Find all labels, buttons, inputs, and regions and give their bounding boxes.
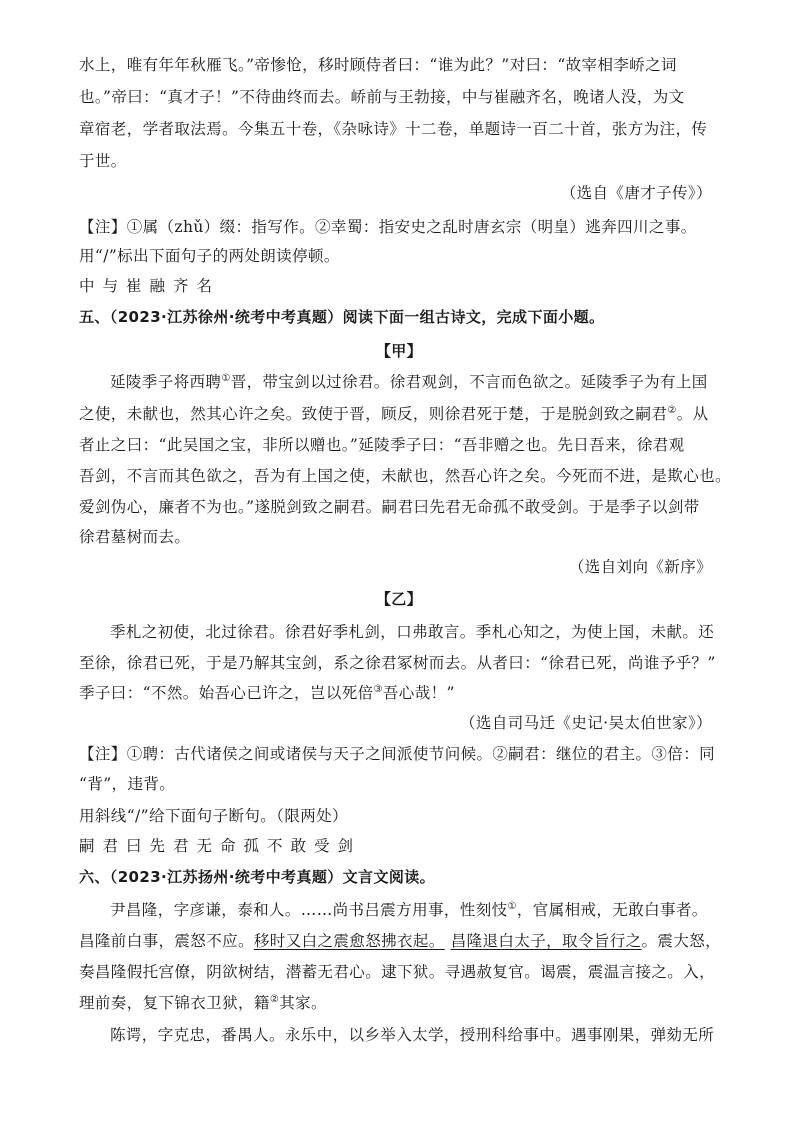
footnote-marker: ③ — [373, 683, 383, 695]
passage-title-jia: 【甲】 — [375, 342, 423, 360]
passage-line: 尹昌隆，字彦谦，泰和人。……尚书吕震方用事，性刻忮①，官属相戒，无敢白事者。 — [110, 900, 708, 919]
annotation-note: 【注】①聘：古代诸侯之间或诸侯与天子之间派使节问候。②嗣君：继位的君主。③倍：同 — [79, 745, 716, 763]
passage-line: 季子曰：“不然。始吾心已许之，岂以死倍③吾心哉！” — [79, 683, 455, 702]
footnote-marker: ① — [221, 372, 231, 384]
underlined-sentence-1: 移时又白之震愈怒拂衣起。 — [253, 932, 445, 950]
footnote-marker: ② — [667, 404, 677, 416]
passage-line: 者止之曰：“此吴国之宝，非所以赠也。”延陵季子曰：“吾非赠之也。先日吾来，徐君观 — [79, 436, 685, 454]
passage-line: 吾剑，不言而其色欲之，吾为有上国之使，未献也，然吾心许之矣。今死而不进，是欺心也。 — [79, 467, 731, 485]
passage-line: 陈谔，字克忠，番禺人。永乐中，以乡举入太学，授刑科给事中。遇事刚果，弹劾无所 — [110, 1026, 715, 1044]
passage-line: 章宿老，学者取法焉。今集五十卷，《杂咏诗》十二卷，单题诗一百二十首，张方为注，传 — [79, 120, 708, 138]
passage-line: 爱剑伪心，廉者不为也。”遂脱剑致之嗣君。嗣君曰先君无命孤不敢受剑。于是季子以剑带 — [79, 498, 700, 516]
passage-line: 奏昌隆假托宫僚，阴欲树结，潜蓄无君心。逮下狱。寻遇赦复官。谒震，震温言接之。入， — [79, 963, 716, 981]
passage-line: 季札之初使，北过徐君。徐君好季札剑，口弗敢言。季札心知之，为使上国，未献。还 — [110, 623, 715, 641]
passage-line: 也。”帝曰：“真才子！”不待曲终而去。峤前与王勃接，中与崔融齐名，晚诸人没，为文 — [79, 88, 685, 106]
passage-line: 于世。 — [79, 152, 127, 170]
footnote-marker: ① — [507, 900, 517, 912]
underlined-sentence-2: 昌隆退白太子，取令旨行之 — [450, 932, 642, 950]
passage-line: 延陵季子将西聘①晋，带宝剑以过徐君。徐君观剑，不言而色欲之。延陵季子为有上国 — [110, 372, 708, 391]
passage-line: 之使，未献也，然其心许之矣。致使于晋，顾反，则徐君死于楚，于是脱剑致之嗣君②。从 — [79, 404, 709, 423]
annotation-note: “背”，违背。 — [79, 775, 176, 793]
passage-line: 昌隆前白事，震怒不应。移时又白之震愈怒拂衣起。 昌隆退白太子，取令旨行之。震大怒， — [79, 932, 722, 950]
footnote-marker: ② — [269, 993, 280, 1005]
question-prompt: 用斜线“/”给下面句子断句。（限两处） — [79, 807, 348, 825]
source-citation: （选自司马迁《史记·吴太伯世家》） — [460, 714, 712, 732]
passage-title-yi: 【乙】 — [375, 590, 423, 608]
target-sentence: 中与崔融齐名 — [79, 277, 221, 295]
passage-line: 水上，唯有年年秋雁飞。”帝惨怆，移时顾侍者曰：“谁为此？”对曰：“故宰相李峤之词 — [79, 56, 677, 74]
passage-line: 至徐，徐君已死，于是乃解其宝剑，系之徐君冢树而去。从者曰：“徐君已死，尚谁予乎？” — [79, 654, 716, 672]
annotation-note: 【注】①属（zhǔ）缀：指写作。②幸蜀：指安史之乱时唐玄宗（明皇）逃奔四川之事。 — [79, 218, 697, 236]
section-heading: 六、（2023·江苏扬州·统考中考真题）文言文阅读。 — [79, 868, 436, 886]
target-sentence: 嗣君曰先君无命孤不敢受剑 — [79, 837, 362, 855]
question-prompt: 用“/”标出下面句子的两处朗读停顿。 — [79, 247, 340, 265]
source-citation: （选自《唐才子传》） — [560, 184, 712, 202]
section-heading: 五、（2023·江苏徐州·统考中考真题）阅读下面一组古诗文，完成下面小题。 — [79, 308, 605, 326]
passage-line: 徐君墓树而去。 — [79, 528, 191, 546]
source-citation: （选自刘向《新序》 — [568, 558, 712, 576]
passage-line: 理前奏，复下锦衣卫狱，籍②其家。 — [79, 993, 327, 1012]
